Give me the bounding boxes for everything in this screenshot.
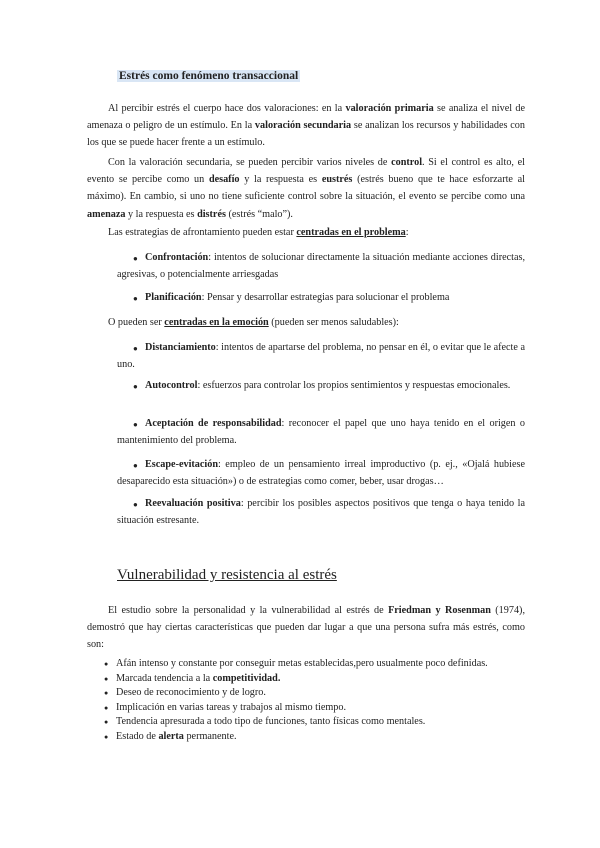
list-item: Reevaluación positiva: percibir los posibles aspectos positivos que tenga o haya tenido la situación estresante. — [117, 498, 525, 527]
characteristics-list — [104, 657, 488, 744]
list-item: Autocontrol: esfuerzos para controlar los propios sentimientos y respuestas emocionales. — [145, 380, 511, 391]
list-item: Distanciamiento: intentos de apartarse del problema, no pensar en él, o evitar que le afecte a uno. — [117, 342, 525, 371]
bullet-icon: ● — [133, 500, 138, 509]
section-heading-vulnerabilidad: Vulnerabilidad y resistencia al estrés — [117, 567, 337, 583]
list-item: ● Afán intenso y constante por conseguir metas establecidas,pero usualmente poco definidas. — [104, 657, 488, 672]
bullet-icon: ● — [133, 254, 138, 263]
bullet-icon: ● — [133, 420, 138, 429]
paragraph-control: Con la valoración secundaria, se pueden percibir varios niveles de control. Si el control es alto, el evento se percibe como un desafío y la respuesta es eustrés (estrés bueno que te hace esforzarte al máximo). En cambio, si uno no tiene suficiente control sobre la situación, el evento se percibe como una amenaza y la respuesta es distrés (estrés “malo”). — [87, 157, 525, 220]
bullet-icon: ● — [133, 382, 138, 391]
list-item: ● Deseo de reconocimiento y de logro. — [104, 686, 488, 701]
list-item: ● Marcada tendencia a la competitividad. — [104, 672, 488, 687]
list-item: Escape-evitación: empleo de un pensamiento irreal improductivo (p. ej., «Ojalá hubiese desaparecido esta situación») o de estrategias como comer, beber, usar drogas… — [117, 459, 525, 488]
list-item: ● Tendencia apresurada a todo tipo de funciones, tanto físicas como mentales. — [104, 715, 488, 730]
term-valoracion-secundaria: valoración secundaria — [254, 120, 352, 132]
list-item: Confrontación: intentos de solucionar directamente la situación mediante acciones directas, agresivas, o potencialmente arriesgadas — [117, 252, 525, 281]
problem-strategies-intro: Las estrategias de afrontamiento pueden estar centradas en el problema: — [108, 227, 409, 238]
paragraph-friedman-rosenman: El estudio sobre la personalidad y la vulnerabilidad al estrés de Friedman y Rosenman (1974), demostró que hay ciertas características que pueden dar lugar a que una persona sufra más estrés, como son: — [87, 605, 525, 651]
section-heading-transaccional: Estrés como fenómeno transaccional — [119, 70, 299, 82]
list-item: Planificación: Pensar y desarrollar estrategias para solucionar el problema — [145, 292, 450, 303]
emotion-strategies-intro: O pueden ser centradas en la emoción (pueden ser menos saludables): — [108, 317, 399, 328]
term-valoracion-primaria: valoración primaria — [345, 103, 434, 114]
bullet-icon: ● — [133, 344, 138, 353]
bullet-icon: ● — [133, 294, 138, 303]
paragraph-valoraciones: Al percibir estrés el cuerpo hace dos valoraciones: en la valoración primaria se analiza el nivel de amenaza o peligro de un estímulo. En la valoración secundaria se analizan los recursos y habilidades con los que se puede hacer frente a un estímulo. — [87, 103, 525, 149]
list-item: ● Implicación en varias tareas y trabajos al mismo tiempo. — [104, 701, 488, 716]
bullet-icon: ● — [133, 461, 138, 470]
list-item: ● Estado de alerta permanente. — [104, 730, 488, 745]
list-item: Aceptación de responsabilidad: reconocer el papel que uno haya tenido en el origen o mantenimiento del problema. — [117, 418, 525, 447]
